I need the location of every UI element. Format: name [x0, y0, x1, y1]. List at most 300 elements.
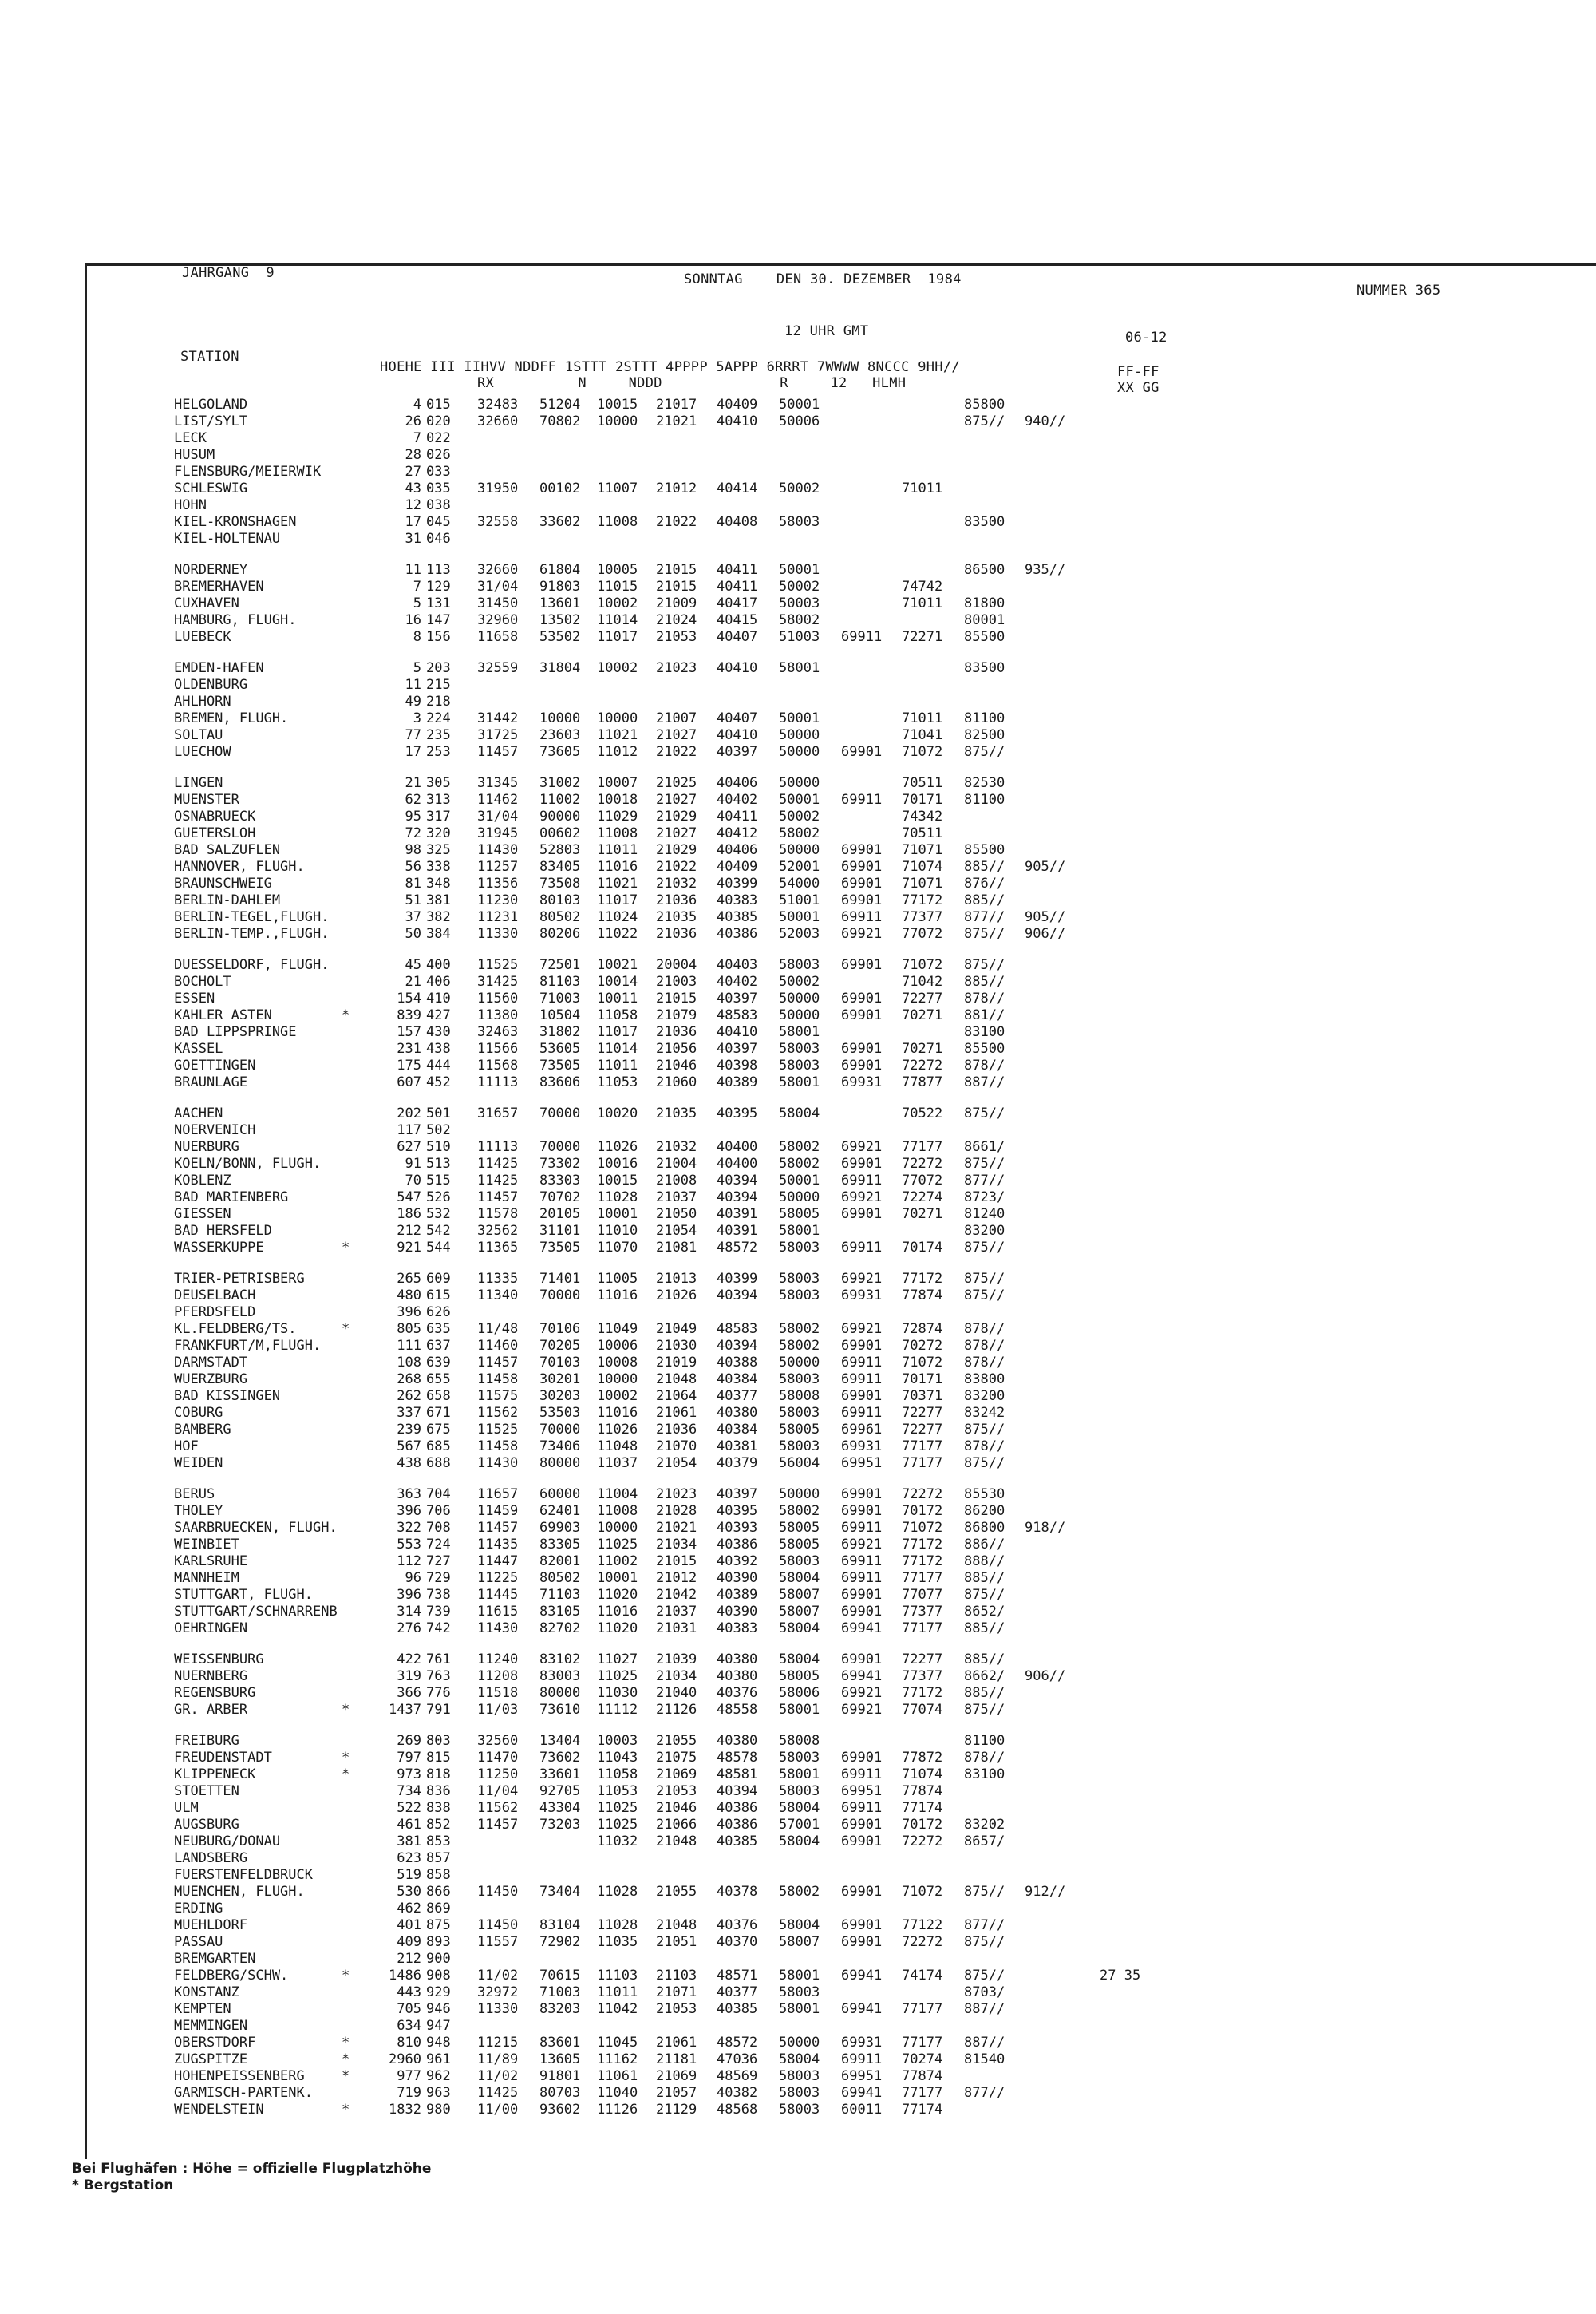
height: 70	[405, 1173, 421, 1189]
group-2sttt: 21028	[656, 1503, 697, 1519]
station-name: EMDEN-HAFEN	[174, 660, 264, 676]
station-number: 655	[426, 1371, 451, 1387]
height: 438	[397, 1455, 421, 1471]
group-7wwww: 77172	[902, 1553, 943, 1569]
height: 96	[405, 1570, 421, 1586]
group-2sttt: 21046	[656, 1800, 697, 1816]
group-iihvv: 32660	[477, 562, 519, 578]
group-8nccc: 875//	[964, 926, 1005, 942]
group-iihvv: 11330	[477, 2001, 519, 2017]
group-6rrrt: 69941	[841, 2085, 883, 2101]
group-nddff: 31002	[539, 775, 581, 791]
group-iihvv: 11457	[477, 1520, 519, 1536]
group-6rrrt: 69901	[841, 1884, 883, 1900]
group-1sttt: 10000	[597, 1371, 638, 1387]
group-1sttt: 10015	[597, 1173, 638, 1189]
group-5appp: 58003	[779, 1984, 820, 2000]
group-2sttt: 21079	[656, 1007, 697, 1023]
height: 547	[397, 1189, 421, 1205]
station-number: 033	[426, 464, 451, 480]
group-8nccc: 83200	[964, 1388, 1005, 1404]
group-5appp: 50001	[779, 1173, 820, 1189]
group-1sttt: 11026	[597, 1139, 638, 1155]
station-name: BAD HERSFELD	[174, 1223, 272, 1239]
group-4pppp: 40391	[717, 1223, 758, 1239]
group-1sttt: 11049	[597, 1321, 638, 1337]
group-5appp: 58003	[779, 2085, 820, 2101]
station-name: LUEBECK	[174, 629, 231, 645]
group-2sttt: 21069	[656, 1766, 697, 1782]
group-7wwww: 77377	[902, 909, 943, 925]
group-1sttt: 11017	[597, 629, 638, 645]
station-number: 317	[426, 809, 451, 825]
station-name: ULM	[174, 1800, 199, 1816]
height: 319	[397, 1668, 421, 1684]
station-name: AUGSBURG	[174, 1817, 239, 1833]
group-nddff: 13502	[539, 612, 581, 628]
group-4pppp: 40398	[717, 1058, 758, 1074]
height: 276	[397, 1620, 421, 1636]
group-6rrrt: 69941	[841, 2001, 883, 2017]
station-number: 708	[426, 1520, 451, 1536]
station-number: 510	[426, 1139, 451, 1155]
group-8nccc: 83200	[964, 1223, 1005, 1239]
group-1sttt: 11025	[597, 1817, 638, 1833]
group-2sttt: 21039	[656, 1651, 697, 1667]
group-8nccc: 881//	[964, 1007, 1005, 1023]
group-5appp: 58001	[779, 660, 820, 676]
group-5appp: 50001	[779, 562, 820, 578]
group-iihvv: 31345	[477, 775, 519, 791]
group-iihvv: 32560	[477, 1733, 519, 1749]
group-nddff: 80502	[539, 1570, 581, 1586]
group-5appp: 58003	[779, 514, 820, 530]
group-iihvv: 11458	[477, 1371, 519, 1387]
group-2sttt: 21042	[656, 1587, 697, 1603]
group-6rrrt: 69901	[841, 1817, 883, 1833]
group-8nccc: 878//	[964, 1321, 1005, 1337]
group-nddff: 70000	[539, 1139, 581, 1155]
group-6rrrt: 69901	[841, 1587, 883, 1603]
height: 62	[405, 792, 421, 808]
group-6rrrt: 69931	[841, 1288, 883, 1303]
height: 314	[397, 1604, 421, 1620]
group-6rrrt: 69911	[841, 1570, 883, 1586]
group-5appp: 52003	[779, 926, 820, 942]
height: 422	[397, 1651, 421, 1667]
group-iihvv: 32559	[477, 660, 519, 676]
group-iihvv: 11445	[477, 1587, 519, 1603]
group-5appp: 58005	[779, 1520, 820, 1536]
group-1sttt: 10008	[597, 1355, 638, 1371]
group-iihvv: 32562	[477, 1223, 519, 1239]
group-iihvv: 11430	[477, 1620, 519, 1636]
group-2sttt: 21034	[656, 1668, 697, 1684]
group-6rrrt: 69901	[841, 876, 883, 892]
group-nddff: 71103	[539, 1587, 581, 1603]
group-4pppp: 40408	[717, 514, 758, 530]
group-4pppp: 48583	[717, 1321, 758, 1337]
group-1sttt: 11045	[597, 2035, 638, 2051]
group-iihvv: 11657	[477, 1486, 519, 1502]
group-4pppp: 40386	[717, 926, 758, 942]
group-nddff: 83102	[539, 1651, 581, 1667]
group-nddff: 72902	[539, 1934, 581, 1950]
group-4pppp: 40412	[717, 825, 758, 841]
station-number: 020	[426, 413, 451, 429]
height: 519	[397, 1867, 421, 1883]
group-4pppp: 40406	[717, 775, 758, 791]
station-number: 438	[426, 1041, 451, 1057]
group-1sttt: 11029	[597, 809, 638, 825]
group-8nccc: 887//	[964, 1074, 1005, 1090]
group-1sttt: 11058	[597, 1007, 638, 1023]
station-name: BRAUNSCHWEIG	[174, 876, 272, 892]
station-number: 544	[426, 1240, 451, 1256]
group-1sttt: 11017	[597, 892, 638, 908]
group-7wwww: 77172	[902, 892, 943, 908]
height: 396	[397, 1503, 421, 1519]
group-iihvv: 11457	[477, 744, 519, 760]
group-7wwww: 77077	[902, 1587, 943, 1603]
group-2sttt: 21055	[656, 1733, 697, 1749]
station-name: WEINBIET	[174, 1537, 239, 1553]
group-8nccc: 86800	[964, 1520, 1005, 1536]
mountain-marker: *	[342, 2051, 350, 2067]
height: 239	[397, 1422, 421, 1438]
group-5appp: 50002	[779, 481, 820, 496]
height: 5	[413, 595, 421, 611]
group-4pppp: 40377	[717, 1984, 758, 2000]
station-name: DARMSTADT	[174, 1355, 248, 1371]
group-7wwww: 77074	[902, 1702, 943, 1718]
group-4pppp: 40409	[717, 859, 758, 875]
group-4pppp: 40378	[717, 1884, 758, 1900]
station-number: 026	[426, 447, 451, 463]
height: 21	[405, 775, 421, 791]
group-7wwww: 77874	[902, 1288, 943, 1303]
group-6rrrt: 69921	[841, 1702, 883, 1718]
group-2sttt: 21015	[656, 1553, 697, 1569]
group-iihvv: 11/00	[477, 2102, 519, 2118]
group-iihvv: 11450	[477, 1917, 519, 1933]
footnote-mountain-station: * Bergstation	[72, 2178, 174, 2193]
group-2sttt: 21009	[656, 595, 697, 611]
station-number: 325	[426, 842, 451, 858]
group-6rrrt: 69931	[841, 1074, 883, 1090]
group-iihvv: 11335	[477, 1271, 519, 1287]
group-nddff: 33601	[539, 1766, 581, 1782]
group-iihvv: 11340	[477, 1288, 519, 1303]
station-number: 836	[426, 1783, 451, 1799]
group-4pppp: 40415	[717, 612, 758, 628]
group-7wwww: 77177	[902, 2001, 943, 2017]
station-number: 348	[426, 876, 451, 892]
group-4pppp: 40410	[717, 727, 758, 743]
group-5appp: 50000	[779, 775, 820, 791]
group-4pppp: 40385	[717, 909, 758, 925]
group-8nccc: 875//	[964, 957, 1005, 973]
group-2sttt: 21071	[656, 1984, 697, 2000]
group-iihvv: 32558	[477, 514, 519, 530]
group-8nccc: 885//	[964, 974, 1005, 990]
group-7wwww: 77072	[902, 926, 943, 942]
group-5appp: 58007	[779, 1587, 820, 1603]
group-nddff: 13605	[539, 2051, 581, 2067]
group-8nccc: 877//	[964, 2085, 1005, 2101]
group-6rrrt: 69901	[841, 1604, 883, 1620]
group-7wwww: 72277	[902, 1422, 943, 1438]
station-number: 156	[426, 629, 451, 645]
mountain-marker: *	[342, 2035, 350, 2051]
group-2sttt: 21012	[656, 1570, 697, 1586]
group-4pppp: 40393	[717, 1520, 758, 1536]
group-4pppp: 40400	[717, 1139, 758, 1155]
group-2sttt: 21012	[656, 481, 697, 496]
group-2sttt: 21027	[656, 792, 697, 808]
station-number: 147	[426, 612, 451, 628]
group-8nccc: 80001	[964, 612, 1005, 628]
group-1sttt: 10002	[597, 1388, 638, 1404]
group-7wwww: 71011	[902, 481, 943, 496]
group-nddff: 31802	[539, 1024, 581, 1040]
group-5appp: 58002	[779, 825, 820, 841]
group-8nccc: 877//	[964, 1917, 1005, 1933]
station-name: KL.FELDBERG/TS.	[174, 1321, 297, 1337]
group-iihvv: 11/89	[477, 2051, 519, 2067]
height: 31	[405, 531, 421, 547]
group-nddff: 83305	[539, 1537, 581, 1553]
group-8nccc: 83500	[964, 514, 1005, 530]
station-number: 444	[426, 1058, 451, 1074]
group-8nccc: 85530	[964, 1486, 1005, 1502]
group-1sttt: 10018	[597, 792, 638, 808]
group-6rrrt: 69941	[841, 1968, 883, 1984]
group-iihvv: 11430	[477, 1455, 519, 1471]
group-8nccc: 878//	[964, 991, 1005, 1007]
group-7wwww: 74174	[902, 1968, 943, 1984]
group-6rrrt: 69961	[841, 1422, 883, 1438]
group-nddff: 13601	[539, 595, 581, 611]
station-number: 609	[426, 1271, 451, 1287]
group-6rrrt: 69911	[841, 1520, 883, 1536]
station-number: 866	[426, 1884, 451, 1900]
group-7wwww: 77174	[902, 2102, 943, 2118]
group-6rrrt: 69921	[841, 1189, 883, 1205]
mountain-marker: *	[342, 1240, 350, 1256]
group-8nccc: 81800	[964, 595, 1005, 611]
station-name: FREIBURG	[174, 1733, 239, 1749]
group-nddff: 11002	[539, 792, 581, 808]
issue-number: NUMMER 365	[1357, 283, 1441, 299]
station-name: WENDELSTEIN	[174, 2102, 264, 2118]
group-nddff: 81103	[539, 974, 581, 990]
group-8nccc: 875//	[964, 1156, 1005, 1172]
group-4pppp: 40388	[717, 1355, 758, 1371]
group-2sttt: 21022	[656, 859, 697, 875]
group-nddff: 70000	[539, 1422, 581, 1438]
group-iihvv: 32960	[477, 612, 519, 628]
station-name: ERDING	[174, 1901, 223, 1916]
group-9hh: 905//	[1025, 859, 1066, 875]
group-4pppp: 40400	[717, 1156, 758, 1172]
group-5appp: 50000	[779, 1486, 820, 1502]
station-name: GUETERSLOH	[174, 825, 256, 841]
group-6rrrt: 69901	[841, 1750, 883, 1766]
height: 623	[397, 1850, 421, 1866]
group-5appp: 50006	[779, 413, 820, 429]
group-6rrrt: 69911	[841, 1553, 883, 1569]
station-number: 675	[426, 1422, 451, 1438]
height: 11	[405, 677, 421, 693]
height: 337	[397, 1405, 421, 1421]
group-5appp: 50003	[779, 595, 820, 611]
group-5appp: 58003	[779, 1041, 820, 1057]
height: 91	[405, 1156, 421, 1172]
group-nddff: 73602	[539, 1750, 581, 1766]
group-1sttt: 11014	[597, 1041, 638, 1057]
group-4pppp: 40394	[717, 1288, 758, 1303]
station-name: OSNABRUECK	[174, 809, 256, 825]
group-nddff: 71003	[539, 991, 581, 1007]
station-name: BAD SALZUFLEN	[174, 842, 281, 858]
group-2sttt: 21031	[656, 1620, 697, 1636]
group-6rrrt: 69951	[841, 2068, 883, 2084]
station-name: COBURG	[174, 1405, 223, 1421]
group-2sttt: 21036	[656, 926, 697, 942]
group-2sttt: 21023	[656, 1486, 697, 1502]
group-1sttt: 11025	[597, 1800, 638, 1816]
group-5appp: 50000	[779, 1189, 820, 1205]
group-8nccc: 885//	[964, 1570, 1005, 1586]
group-nddff: 53502	[539, 629, 581, 645]
group-6rrrt: 69901	[841, 957, 883, 973]
group-5appp: 58002	[779, 1338, 820, 1354]
station-number: 338	[426, 859, 451, 875]
group-5appp: 58007	[779, 1604, 820, 1620]
group-5appp: 57001	[779, 1817, 820, 1833]
group-6rrrt: 69901	[841, 1058, 883, 1074]
footnote-airports: Bei Flughäfen : Höhe = offizielle Flugplatzhöhe	[72, 2161, 432, 2177]
station-number: 131	[426, 595, 451, 611]
group-iihvv: 11470	[477, 1750, 519, 1766]
height: 719	[397, 2085, 421, 2101]
group-5appp: 58005	[779, 1422, 820, 1438]
group-4pppp: 48571	[717, 1968, 758, 1984]
group-4pppp: 40381	[717, 1438, 758, 1454]
station-number: 305	[426, 775, 451, 791]
group-2sttt: 21025	[656, 775, 697, 791]
group-nddff: 92705	[539, 1783, 581, 1799]
group-5appp: 58005	[779, 1537, 820, 1553]
station-name: NOERVENICH	[174, 1122, 256, 1138]
group-5appp: 58003	[779, 2068, 820, 2084]
group-8nccc: 888//	[964, 1553, 1005, 1569]
group-6rrrt: 69901	[841, 1388, 883, 1404]
group-6rrrt: 69921	[841, 926, 883, 942]
group-iihvv: 11562	[477, 1405, 519, 1421]
group-8nccc: 875//	[964, 1968, 1005, 1984]
station-name: NORDERNEY	[174, 562, 248, 578]
group-iihvv: 31450	[477, 595, 519, 611]
station-name: LECK	[174, 430, 207, 446]
height: 51	[405, 892, 421, 908]
group-7wwww: 71041	[902, 727, 943, 743]
group-6rrrt: 69941	[841, 1620, 883, 1636]
group-6rrrt: 69911	[841, 909, 883, 925]
group-nddff: 51204	[539, 397, 581, 413]
group-2sttt: 21057	[656, 2085, 697, 2101]
group-7wwww: 77177	[902, 1570, 943, 1586]
group-7wwww: 72277	[902, 1651, 943, 1667]
group-4pppp: 40390	[717, 1604, 758, 1620]
group-1sttt: 11022	[597, 926, 638, 942]
group-nddff: 70802	[539, 413, 581, 429]
group-7wwww: 77172	[902, 1271, 943, 1287]
height: 186	[397, 1206, 421, 1222]
station-name: KASSEL	[174, 1041, 223, 1057]
station-number: 738	[426, 1587, 451, 1603]
group-1sttt: 11032	[597, 1833, 638, 1849]
group-7wwww: 70371	[902, 1388, 943, 1404]
group-7wwww: 71072	[902, 1520, 943, 1536]
group-8nccc: 8652/	[964, 1604, 1005, 1620]
group-6rrrt: 69951	[841, 1455, 883, 1471]
station-name: GARMISCH-PARTENK.	[174, 2085, 313, 2101]
group-7wwww: 74742	[902, 579, 943, 595]
height: 461	[397, 1817, 421, 1833]
group-nddff: 70702	[539, 1189, 581, 1205]
station-name: MUENSTER	[174, 792, 239, 808]
group-6rrrt: 69901	[841, 1206, 883, 1222]
station-name: KOBLENZ	[174, 1173, 231, 1189]
group-7wwww: 72272	[902, 1156, 943, 1172]
group-1sttt: 11028	[597, 1189, 638, 1205]
group-iihvv: 31657	[477, 1106, 519, 1121]
group-5appp: 58004	[779, 1833, 820, 1849]
station-name: SAARBRUECKEN, FLUGH.	[174, 1520, 338, 1536]
group-1sttt: 11011	[597, 1058, 638, 1074]
station-name: PASSAU	[174, 1934, 223, 1950]
group-4pppp: 40397	[717, 991, 758, 1007]
group-4pppp: 40395	[717, 1106, 758, 1121]
group-nddff: 70000	[539, 1106, 581, 1121]
height: 16	[405, 612, 421, 628]
station-number: 513	[426, 1156, 451, 1172]
group-1sttt: 11162	[597, 2051, 638, 2067]
group-1sttt: 11028	[597, 1917, 638, 1933]
group-iihvv: 11380	[477, 1007, 519, 1023]
group-1sttt: 11010	[597, 1223, 638, 1239]
height: 231	[397, 1041, 421, 1057]
height: 27	[405, 464, 421, 480]
group-9hh: 918//	[1025, 1520, 1066, 1536]
group-2sttt: 21066	[656, 1817, 697, 1833]
station-number: 671	[426, 1405, 451, 1421]
group-1sttt: 10016	[597, 1156, 638, 1172]
group-iihvv: 11562	[477, 1800, 519, 1816]
station-name: BAD KISSINGEN	[174, 1388, 281, 1404]
station-name: BERLIN-TEGEL,FLUGH.	[174, 909, 330, 925]
group-8nccc: 83242	[964, 1405, 1005, 1421]
group-iihvv: 11575	[477, 1388, 519, 1404]
group-4pppp: 40383	[717, 892, 758, 908]
group-2sttt: 21049	[656, 1321, 697, 1337]
group-4pppp: 40384	[717, 1371, 758, 1387]
time-range-label: 06-12	[1125, 330, 1167, 346]
group-nddff: 80000	[539, 1455, 581, 1471]
group-4pppp: 47036	[717, 2051, 758, 2067]
